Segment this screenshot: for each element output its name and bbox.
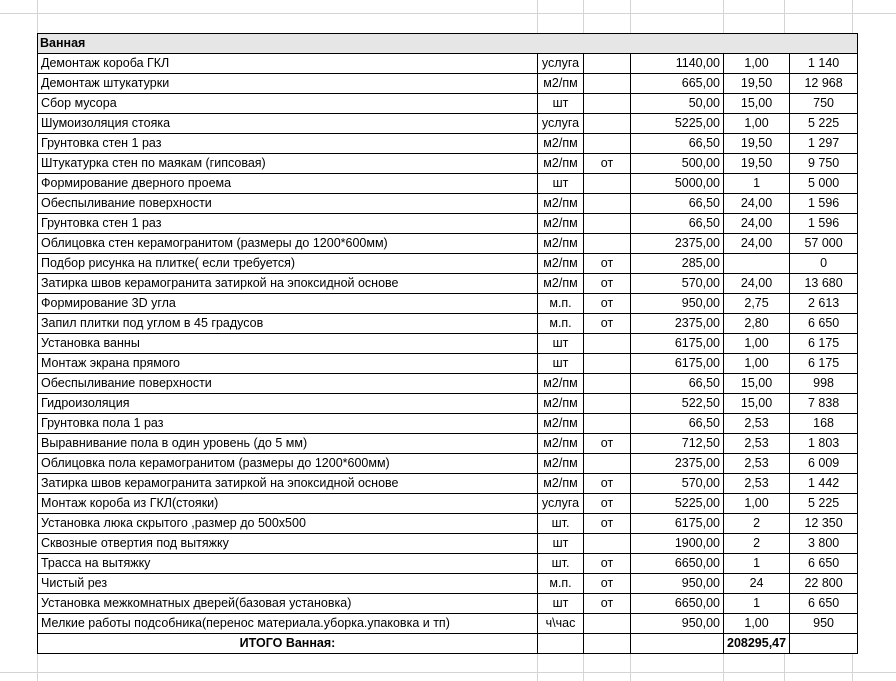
total-cell[interactable]: 6 650 [790, 554, 858, 574]
from-cell[interactable]: от [584, 494, 631, 514]
total-cell[interactable]: 6 009 [790, 454, 858, 474]
price-cell[interactable]: 950,00 [631, 294, 724, 314]
item-name-cell[interactable]: Формирование 3D угла [38, 294, 538, 314]
total-sum-cell[interactable]: 208295,47 [724, 634, 790, 654]
quantity-cell[interactable]: 2,53 [724, 454, 790, 474]
from-cell[interactable] [584, 114, 631, 134]
item-name-cell[interactable]: Монтаж экрана прямого [38, 354, 538, 374]
unit-cell[interactable]: м2/пм [538, 374, 584, 394]
from-cell[interactable] [584, 214, 631, 234]
price-cell[interactable]: 570,00 [631, 274, 724, 294]
gridline [37, 653, 38, 681]
quantity-cell[interactable]: 19,50 [724, 154, 790, 174]
from-cell[interactable]: от [584, 274, 631, 294]
item-name-cell[interactable]: Демонтаж короба ГКЛ [38, 54, 538, 74]
unit-cell[interactable]: м2/пм [538, 474, 584, 494]
table-row [38, 214, 858, 234]
gridline [723, 653, 724, 681]
empty-cell[interactable] [790, 634, 858, 654]
unit-cell[interactable]: м.п. [538, 294, 584, 314]
quantity-cell[interactable]: 24,00 [724, 214, 790, 234]
price-cell[interactable]: 950,00 [631, 574, 724, 594]
price-cell[interactable]: 6175,00 [631, 354, 724, 374]
unit-cell[interactable]: шт [538, 334, 584, 354]
gridline [537, 0, 538, 33]
price-cell[interactable]: 6175,00 [631, 334, 724, 354]
gridline [630, 0, 631, 33]
item-name-cell[interactable]: Мелкие работы подсобника(перенос материала.уборка.упаковка и тп) [38, 614, 538, 634]
total-row [38, 634, 858, 654]
item-name-cell[interactable]: Шумоизоляция стояка [38, 114, 538, 134]
table-row [38, 354, 858, 374]
table-row [38, 94, 858, 114]
from-cell[interactable]: от [584, 574, 631, 594]
total-label-cell[interactable]: ИТОГО Ванная: [38, 634, 538, 654]
unit-cell[interactable]: шт [538, 354, 584, 374]
table-row [38, 394, 858, 414]
from-cell[interactable]: от [584, 514, 631, 534]
table-row [38, 274, 858, 294]
price-cell[interactable]: 285,00 [631, 254, 724, 274]
gridline [723, 0, 724, 33]
gridline [37, 0, 38, 33]
price-cell[interactable]: 522,50 [631, 394, 724, 414]
from-cell[interactable]: от [584, 154, 631, 174]
gridline [630, 653, 631, 681]
unit-cell[interactable]: м2/пм [538, 154, 584, 174]
quantity-cell[interactable]: 1 [724, 174, 790, 194]
from-cell[interactable] [584, 354, 631, 374]
from-cell[interactable]: от [584, 594, 631, 614]
quantity-cell[interactable]: 15,00 [724, 94, 790, 114]
quantity-cell[interactable]: 19,50 [724, 134, 790, 154]
unit-cell[interactable]: м2/пм [538, 74, 584, 94]
table-row [38, 574, 858, 594]
table-row [38, 374, 858, 394]
table-row [38, 594, 858, 614]
total-cell[interactable]: 3 800 [790, 534, 858, 554]
item-name-cell[interactable]: Грунтовка стен 1 раз [38, 214, 538, 234]
from-cell[interactable] [584, 134, 631, 154]
quantity-cell[interactable]: 19,50 [724, 74, 790, 94]
table-row [38, 194, 858, 214]
unit-cell[interactable]: услуга [538, 114, 584, 134]
item-name-cell[interactable]: Демонтаж штукатурки [38, 74, 538, 94]
unit-cell[interactable]: м2/пм [538, 254, 584, 274]
from-cell[interactable] [584, 614, 631, 634]
total-cell[interactable]: 1 596 [790, 214, 858, 234]
estimate-table [37, 33, 858, 654]
gridline [784, 653, 785, 681]
item-name-cell[interactable]: Сбор мусора [38, 94, 538, 114]
table-row [38, 554, 858, 574]
from-cell[interactable]: от [584, 314, 631, 334]
unit-cell[interactable]: м2/пм [538, 414, 584, 434]
from-cell[interactable] [584, 194, 631, 214]
gridline [537, 653, 538, 681]
quantity-cell[interactable] [724, 254, 790, 274]
quantity-cell[interactable]: 2,75 [724, 294, 790, 314]
from-cell[interactable] [584, 394, 631, 414]
section-title[interactable]: Ванная [38, 34, 858, 54]
item-name-cell[interactable]: Монтаж короба из ГКЛ(стояки) [38, 494, 538, 514]
empty-cell[interactable] [584, 634, 631, 654]
unit-cell[interactable]: шт [538, 534, 584, 554]
from-cell[interactable] [584, 334, 631, 354]
price-cell[interactable]: 5225,00 [631, 494, 724, 514]
quantity-cell[interactable]: 24,00 [724, 234, 790, 254]
price-cell[interactable]: 570,00 [631, 474, 724, 494]
from-cell[interactable]: от [584, 294, 631, 314]
quantity-cell[interactable]: 1 [724, 554, 790, 574]
quantity-cell[interactable]: 1,00 [724, 334, 790, 354]
table-row [38, 154, 858, 174]
price-cell[interactable]: 66,50 [631, 214, 724, 234]
total-cell[interactable]: 0 [790, 254, 858, 274]
item-name-cell[interactable]: Гидроизоляция [38, 394, 538, 414]
unit-cell[interactable]: м.п. [538, 574, 584, 594]
total-cell[interactable]: 168 [790, 414, 858, 434]
price-cell[interactable]: 665,00 [631, 74, 724, 94]
item-name-cell[interactable]: Трасса на вытяжку [38, 554, 538, 574]
price-cell[interactable]: 5000,00 [631, 174, 724, 194]
total-cell[interactable]: 750 [790, 94, 858, 114]
item-name-cell[interactable]: Подбор рисунка на плитке( если требуется) [38, 254, 538, 274]
item-name-cell[interactable]: Облицовка пола керамогранитом (размеры до 1200*600мм) [38, 454, 538, 474]
quantity-cell[interactable]: 15,00 [724, 394, 790, 414]
table-row [38, 534, 858, 554]
unit-cell[interactable]: м2/пм [538, 434, 584, 454]
quantity-cell[interactable]: 24 [724, 574, 790, 594]
unit-cell[interactable]: услуга [538, 54, 584, 74]
gridline [852, 653, 853, 681]
total-cell[interactable]: 6 650 [790, 594, 858, 614]
gridline [852, 0, 853, 33]
table-row [38, 434, 858, 454]
unit-cell[interactable]: ч\час [538, 614, 584, 634]
item-name-cell[interactable]: Чистый рез [38, 574, 538, 594]
table-row [38, 614, 858, 634]
quantity-cell[interactable]: 2 [724, 534, 790, 554]
total-cell[interactable]: 6 175 [790, 334, 858, 354]
quantity-cell[interactable]: 1,00 [724, 614, 790, 634]
price-cell[interactable]: 6650,00 [631, 554, 724, 574]
gridline [0, 13, 896, 14]
from-cell[interactable] [584, 74, 631, 94]
table-row [38, 514, 858, 534]
total-cell[interactable]: 1 803 [790, 434, 858, 454]
unit-cell[interactable]: м2/пм [538, 454, 584, 474]
unit-cell[interactable]: шт [538, 94, 584, 114]
total-cell[interactable]: 7 838 [790, 394, 858, 414]
total-cell[interactable]: 5 225 [790, 114, 858, 134]
price-cell[interactable]: 6650,00 [631, 594, 724, 614]
unit-cell[interactable]: м2/пм [538, 234, 584, 254]
table-row [38, 134, 858, 154]
price-cell[interactable]: 712,50 [631, 434, 724, 454]
quantity-cell[interactable]: 15,00 [724, 374, 790, 394]
from-cell[interactable]: от [584, 554, 631, 574]
item-name-cell[interactable]: Установка люка скрытого ,размер до 500х500 [38, 514, 538, 534]
unit-cell[interactable]: шт [538, 174, 584, 194]
table-row [38, 494, 858, 514]
price-cell[interactable]: 2375,00 [631, 314, 724, 334]
quantity-cell[interactable]: 2 [724, 514, 790, 534]
item-name-cell[interactable]: Облицовка стен керамогранитом (размеры до 1200*600мм) [38, 234, 538, 254]
quantity-cell[interactable]: 2,53 [724, 474, 790, 494]
price-cell[interactable]: 2375,00 [631, 454, 724, 474]
unit-cell[interactable]: м2/пм [538, 134, 584, 154]
quantity-cell[interactable]: 2,80 [724, 314, 790, 334]
price-cell[interactable]: 1900,00 [631, 534, 724, 554]
total-cell[interactable]: 13 680 [790, 274, 858, 294]
item-name-cell[interactable]: Обеспыливание поверхности [38, 374, 538, 394]
from-cell[interactable] [584, 234, 631, 254]
item-name-cell[interactable]: Грунтовка стен 1 раз [38, 134, 538, 154]
item-name-cell[interactable]: Обеспыливание поверхности [38, 194, 538, 214]
item-name-cell[interactable]: Формирование дверного проема [38, 174, 538, 194]
item-name-cell[interactable]: Запил плитки под углом в 45 градусов [38, 314, 538, 334]
unit-cell[interactable]: шт [538, 594, 584, 614]
quantity-cell[interactable]: 24,00 [724, 274, 790, 294]
gridline [784, 0, 785, 33]
total-cell[interactable]: 9 750 [790, 154, 858, 174]
quantity-cell[interactable]: 1,00 [724, 54, 790, 74]
total-cell[interactable]: 1 442 [790, 474, 858, 494]
total-cell[interactable]: 1 297 [790, 134, 858, 154]
table-row [38, 294, 858, 314]
table-row [38, 254, 858, 274]
quantity-cell[interactable]: 1,00 [724, 494, 790, 514]
from-cell[interactable] [584, 534, 631, 554]
total-cell[interactable]: 5 000 [790, 174, 858, 194]
total-cell[interactable]: 2 613 [790, 294, 858, 314]
quantity-cell[interactable]: 24,00 [724, 194, 790, 214]
table-row [38, 334, 858, 354]
unit-cell[interactable]: м2/пм [538, 214, 584, 234]
price-cell[interactable]: 5225,00 [631, 114, 724, 134]
price-cell[interactable]: 2375,00 [631, 234, 724, 254]
unit-cell[interactable]: м.п. [538, 314, 584, 334]
item-name-cell[interactable]: Установка межкомнатных дверей(базовая установка) [38, 594, 538, 614]
total-cell[interactable]: 950 [790, 614, 858, 634]
from-cell[interactable] [584, 414, 631, 434]
table-row [38, 474, 858, 494]
price-cell[interactable]: 50,00 [631, 94, 724, 114]
empty-cell[interactable] [538, 634, 584, 654]
from-cell[interactable]: от [584, 434, 631, 454]
price-cell[interactable]: 1140,00 [631, 54, 724, 74]
quantity-cell[interactable]: 1,00 [724, 354, 790, 374]
from-cell[interactable] [584, 54, 631, 74]
price-cell[interactable]: 500,00 [631, 154, 724, 174]
quantity-cell[interactable]: 1,00 [724, 114, 790, 134]
table-row [38, 174, 858, 194]
item-name-cell[interactable]: Выравнивание пола в один уровень (до 5 мм) [38, 434, 538, 454]
price-cell[interactable]: 66,50 [631, 374, 724, 394]
unit-cell[interactable]: шт. [538, 554, 584, 574]
item-name-cell[interactable]: Штукатурка стен по маякам (гипсовая) [38, 154, 538, 174]
item-name-cell[interactable]: Затирка швов керамогранита затиркой на эпоксидной основе [38, 474, 538, 494]
total-cell[interactable]: 6 175 [790, 354, 858, 374]
item-name-cell[interactable]: Установка ванны [38, 334, 538, 354]
table-row [38, 414, 858, 434]
price-cell[interactable]: 6175,00 [631, 514, 724, 534]
unit-cell[interactable]: м2/пм [538, 394, 584, 414]
quantity-cell[interactable]: 2,53 [724, 434, 790, 454]
gridline [583, 653, 584, 681]
total-cell[interactable]: 1 596 [790, 194, 858, 214]
table-row [38, 114, 858, 134]
item-name-cell[interactable]: Грунтовка пола 1 раз [38, 414, 538, 434]
section-header-row [38, 34, 858, 54]
total-cell[interactable]: 998 [790, 374, 858, 394]
total-cell[interactable]: 5 225 [790, 494, 858, 514]
unit-cell[interactable]: шт. [538, 514, 584, 534]
gridline [0, 672, 896, 673]
from-cell[interactable]: от [584, 254, 631, 274]
table-row [38, 314, 858, 334]
item-name-cell[interactable]: Затирка швов керамогранита затиркой на эпоксидной основе [38, 274, 538, 294]
from-cell[interactable]: от [584, 474, 631, 494]
price-cell[interactable]: 66,50 [631, 414, 724, 434]
price-cell[interactable]: 950,00 [631, 614, 724, 634]
unit-cell[interactable]: м2/пм [538, 194, 584, 214]
empty-cell[interactable] [631, 634, 724, 654]
total-cell[interactable]: 12 350 [790, 514, 858, 534]
table-row [38, 454, 858, 474]
table-row [38, 74, 858, 94]
from-cell[interactable] [584, 374, 631, 394]
quantity-cell[interactable]: 2,53 [724, 414, 790, 434]
item-name-cell[interactable]: Сквозные отвертия под вытяжку [38, 534, 538, 554]
table-row [38, 234, 858, 254]
price-cell[interactable]: 66,50 [631, 134, 724, 154]
quantity-cell[interactable]: 1 [724, 594, 790, 614]
table-row [38, 54, 858, 74]
gridline [583, 0, 584, 33]
from-cell[interactable] [584, 454, 631, 474]
total-cell[interactable]: 22 800 [790, 574, 858, 594]
total-cell[interactable]: 57 000 [790, 234, 858, 254]
from-cell[interactable] [584, 94, 631, 114]
unit-cell[interactable]: услуга [538, 494, 584, 514]
from-cell[interactable] [584, 174, 631, 194]
price-cell[interactable]: 66,50 [631, 194, 724, 214]
total-cell[interactable]: 1 140 [790, 54, 858, 74]
unit-cell[interactable]: м2/пм [538, 274, 584, 294]
total-cell[interactable]: 6 650 [790, 314, 858, 334]
total-cell[interactable]: 12 968 [790, 74, 858, 94]
